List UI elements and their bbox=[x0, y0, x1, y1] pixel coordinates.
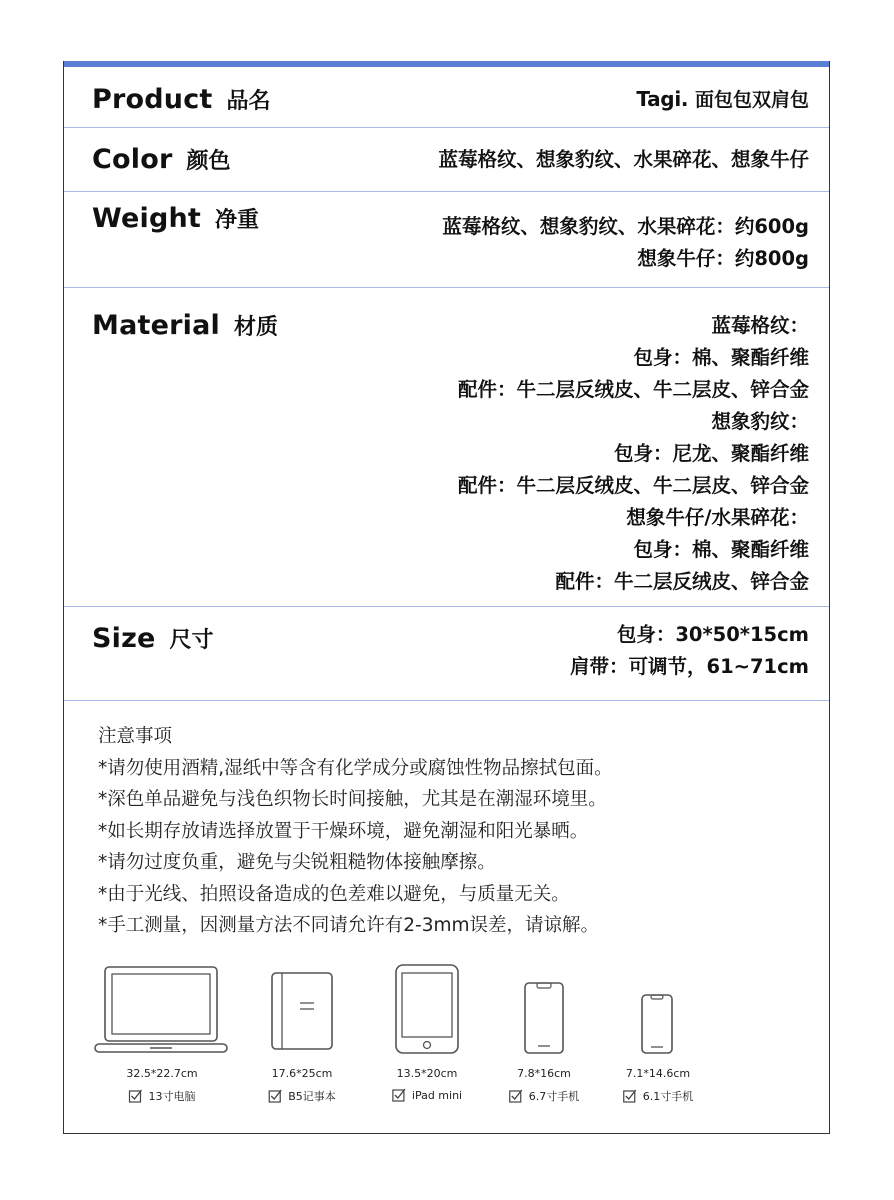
weight-label-zh: 净重 bbox=[215, 208, 260, 233]
note-item: *如长期存放请选择放置于干燥环境，避免潮湿和阳光暴晒。 bbox=[98, 820, 589, 842]
phone-icon bbox=[640, 993, 674, 1055]
device-label: iPad mini bbox=[411, 1088, 463, 1102]
weight-values bbox=[442, 211, 809, 275]
device-fit-list bbox=[64, 957, 829, 1107]
note-item: *深色单品避免与浅色织物长时间接触，尤其是在潮湿环境里。 bbox=[98, 789, 607, 810]
product-name: 面包包双肩包 bbox=[694, 89, 809, 111]
phone-icon bbox=[523, 981, 565, 1055]
color-value: 蓝莓格纹、想象豹纹、水果碎花、想象牛仔 bbox=[438, 148, 809, 171]
device-label: B5记事本 bbox=[288, 1090, 336, 1103]
device-check bbox=[623, 1088, 694, 1104]
size-label-zh: 尺寸 bbox=[169, 628, 214, 653]
weight-line: 想象牛仔：约800g bbox=[637, 247, 809, 270]
note-item: *请勿过度负重，避免与尖锐粗糙物体接触摩擦。 bbox=[98, 852, 496, 873]
device-label: 6.7寸手机 bbox=[528, 1090, 580, 1103]
device-dimensions: 13.5*20cm bbox=[396, 1067, 458, 1080]
care-notes bbox=[98, 721, 613, 942]
material-row bbox=[64, 288, 829, 607]
material-values bbox=[458, 310, 809, 598]
notebook-icon bbox=[270, 971, 334, 1051]
device-check bbox=[392, 1088, 462, 1102]
material-line: 蓝莓格纹： bbox=[711, 314, 809, 337]
device-dimensions: 17.6*25cm bbox=[271, 1067, 333, 1080]
notes-title: 注意事项 bbox=[98, 726, 173, 747]
device-check bbox=[129, 1088, 196, 1104]
checkbox-checked-icon bbox=[509, 1089, 523, 1103]
device-label: 13寸电脑 bbox=[148, 1090, 196, 1103]
checkbox-checked-icon bbox=[129, 1089, 143, 1103]
checkbox-checked-icon bbox=[623, 1089, 637, 1103]
checkbox-checked-icon bbox=[392, 1088, 406, 1102]
note-item: *请勿使用酒精,湿纸中等含有化学成分或腐蚀性物品擦拭包面。 bbox=[98, 757, 613, 779]
brand-logo: Tagi. bbox=[636, 87, 689, 111]
laptop-icon bbox=[94, 965, 230, 1057]
weight-row bbox=[64, 192, 829, 288]
size-line: 包身：30*50*15cm bbox=[616, 623, 809, 646]
note-item: *手工测量，因测量方法不同请允许有2-3mm误差，请谅解。 bbox=[98, 915, 600, 936]
device-dimensions: 7.8*16cm bbox=[517, 1067, 571, 1080]
weight-label-en: Weight bbox=[92, 203, 202, 234]
material-line: 配件：牛二层反绒皮、牛二层皮、锌合金 bbox=[457, 378, 809, 401]
material-label-en: Material bbox=[92, 310, 220, 341]
material-line: 配件：牛二层反绒皮、锌合金 bbox=[555, 570, 809, 593]
tablet-icon bbox=[394, 963, 460, 1055]
size-label-en: Size bbox=[92, 623, 156, 654]
product-label-zh: 品名 bbox=[226, 89, 271, 114]
spec-card bbox=[63, 61, 830, 1134]
material-line: 包身：尼龙、聚酯纤维 bbox=[613, 442, 809, 465]
note-item: *由于光线、拍照设备造成的色差难以避免，与质量无关。 bbox=[98, 883, 570, 905]
weight-line: 蓝莓格纹、想象豹纹、水果碎花：约600g bbox=[442, 215, 809, 238]
material-line: 包身：棉、聚酯纤维 bbox=[633, 538, 809, 561]
material-label-zh: 材质 bbox=[233, 315, 278, 340]
material-line: 想象牛仔/水果碎花： bbox=[626, 506, 809, 529]
device-check bbox=[268, 1088, 336, 1104]
device-label: 6.1寸手机 bbox=[642, 1090, 694, 1103]
size-row bbox=[64, 607, 829, 701]
color-label-zh: 颜色 bbox=[186, 149, 231, 174]
product-label-en: Product bbox=[92, 84, 213, 115]
checkbox-checked-icon bbox=[268, 1089, 282, 1103]
color-row bbox=[64, 128, 829, 192]
product-row bbox=[64, 67, 829, 128]
material-line: 包身：棉、聚酯纤维 bbox=[633, 346, 809, 369]
material-line: 想象豹纹： bbox=[711, 410, 809, 433]
device-dimensions: 32.5*22.7cm bbox=[126, 1067, 198, 1080]
material-line: 配件：牛二层反绒皮、牛二层皮、锌合金 bbox=[457, 474, 809, 497]
size-values bbox=[570, 619, 809, 683]
color-label-en: Color bbox=[92, 144, 173, 175]
size-line: 肩带：可调节，61~71cm bbox=[570, 655, 809, 678]
device-dimensions: 7.1*14.6cm bbox=[625, 1067, 691, 1080]
device-check bbox=[509, 1088, 580, 1104]
